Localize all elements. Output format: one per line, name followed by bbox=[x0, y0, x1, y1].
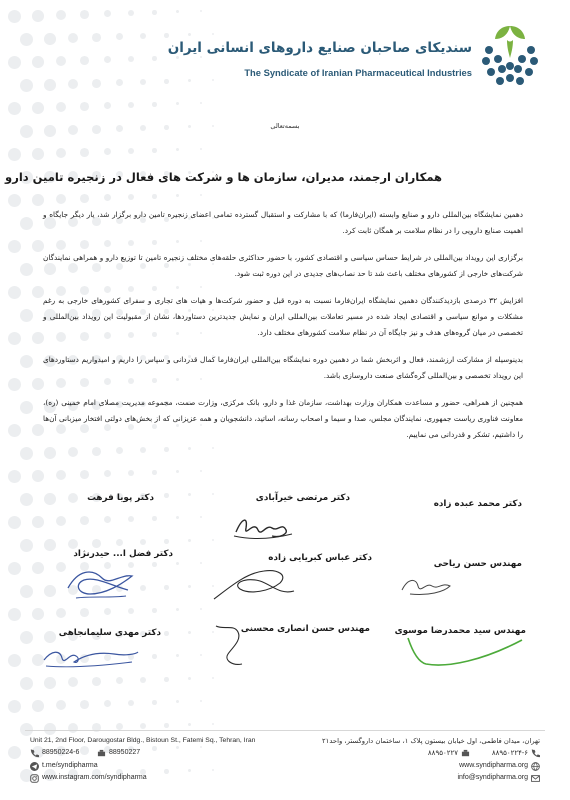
background-dot bbox=[164, 585, 169, 590]
background-dot bbox=[164, 769, 169, 774]
background-dot bbox=[152, 148, 157, 153]
background-dot bbox=[140, 33, 146, 39]
background-dot bbox=[20, 309, 33, 322]
signature-icon bbox=[62, 560, 140, 604]
background-dot bbox=[20, 79, 33, 92]
background-dot bbox=[8, 378, 21, 391]
background-dot bbox=[56, 700, 66, 710]
background-dot bbox=[44, 677, 56, 689]
background-dot bbox=[80, 194, 89, 203]
background-dot bbox=[56, 10, 66, 20]
background-dot bbox=[8, 608, 21, 621]
background-dot bbox=[176, 746, 179, 749]
background-dot bbox=[68, 33, 78, 43]
background-dot bbox=[44, 79, 56, 91]
signature-icon bbox=[40, 640, 140, 674]
background-dot bbox=[152, 102, 157, 107]
background-dot bbox=[104, 700, 111, 707]
background-dot bbox=[200, 194, 202, 196]
background-dot bbox=[44, 723, 56, 735]
background-dot bbox=[212, 677, 214, 679]
background-dot bbox=[44, 539, 56, 551]
background-dot bbox=[152, 654, 157, 659]
background-dot bbox=[176, 608, 179, 611]
background-dot bbox=[20, 585, 33, 598]
background-dot bbox=[152, 562, 157, 567]
background-dot bbox=[188, 677, 191, 680]
background-dot bbox=[56, 470, 66, 480]
background-dot bbox=[32, 378, 44, 390]
background-dot bbox=[200, 562, 202, 564]
background-dot bbox=[152, 746, 157, 751]
background-dot bbox=[32, 516, 44, 528]
background-dot bbox=[56, 194, 66, 204]
fax-icon bbox=[461, 749, 470, 758]
signatory-name: دکتر محمد عبده زاده bbox=[433, 499, 522, 509]
footer-address-persian: تهران، میدان فاطمی، اول خیابان بیستون پلاک ۱، ساختمان داروگستر، واحد۲۱ bbox=[322, 737, 540, 745]
background-dot bbox=[128, 194, 134, 200]
background-dot bbox=[104, 470, 111, 477]
background-dot bbox=[188, 539, 191, 542]
background-dot bbox=[20, 355, 33, 368]
footer-phone: 88950224-6 bbox=[42, 749, 80, 756]
background-dot bbox=[116, 33, 123, 40]
background-dot bbox=[140, 585, 146, 591]
background-dot bbox=[8, 148, 21, 161]
fax-icon bbox=[97, 749, 106, 758]
background-dot bbox=[176, 194, 179, 197]
signature-icon bbox=[404, 630, 528, 670]
background-dot bbox=[80, 102, 89, 111]
footer-fax: 88950227 bbox=[109, 749, 141, 756]
background-dot bbox=[200, 148, 202, 150]
background-dot bbox=[68, 493, 78, 503]
background-dot bbox=[92, 677, 101, 686]
background-dot bbox=[8, 102, 21, 115]
background-dot bbox=[188, 79, 191, 82]
background-dot bbox=[152, 700, 157, 705]
signatory-name: مهندس سید محمدرضا موسوی bbox=[394, 626, 526, 636]
background-dot bbox=[164, 631, 169, 636]
footer-instagram-link[interactable]: www.instagram.com/syndipharma bbox=[42, 774, 147, 781]
background-dot bbox=[32, 148, 44, 160]
background-dot bbox=[8, 562, 21, 575]
background-dot bbox=[20, 493, 33, 506]
background-dot bbox=[188, 33, 191, 36]
background-dot bbox=[128, 470, 134, 476]
footer-phone-persian: ۸۸۹۵۰۲۲۴-۶ bbox=[491, 750, 528, 757]
background-dot bbox=[92, 33, 101, 42]
paragraph: دهمین نمایشگاه بین‌المللی دارو و صنایع وابسته (ایران‌فارما) که با مشارکت و استقبال گسترده تمامی اعضای زنجیره تامین دارو برگزار شد، یار دیگر جایگاه و اهمیت صنایع دارویی را در نظام سلامت بر همگان ثابت کرد. bbox=[43, 210, 523, 235]
background-dot bbox=[8, 240, 21, 253]
background-dot bbox=[200, 56, 202, 58]
background-dot bbox=[212, 723, 214, 725]
background-dot bbox=[32, 56, 44, 68]
phone-icon bbox=[531, 749, 540, 758]
background-dot bbox=[8, 10, 21, 23]
background-dot bbox=[176, 10, 179, 13]
background-dot bbox=[212, 493, 214, 495]
background-dot bbox=[128, 516, 134, 522]
paragraph: برگزاری این رویداد بین‌المللی در شرایط حساس سیاسی و اقتصادی کشور، با حضور حداکثری حلقه‌های مختلف زنجیره تامین تا توزیع دارو و همراهی نمایندگان شرکت‌های خارجی از کشورهای مختلف باعث شد تا حد نصاب‌های جدیدی در این دوره ثبت شود. bbox=[43, 253, 523, 278]
background-dot bbox=[80, 700, 89, 709]
background-dot bbox=[80, 746, 89, 755]
background-dot bbox=[212, 79, 214, 81]
background-dot bbox=[128, 56, 134, 62]
signatory-name: دکتر مرتضی خیرآبادی bbox=[255, 493, 350, 503]
background-dot bbox=[104, 10, 111, 17]
background-dot bbox=[8, 332, 21, 345]
background-dot bbox=[164, 539, 169, 544]
background-dot bbox=[176, 516, 179, 519]
background-dot bbox=[92, 79, 101, 88]
paragraph: بدینوسیله از مشارکت ارزشمند، فعال و اثربخش شما در دهمین دوره نمایشگاه بین‌المللی ایران‌فارما کمال قدردانی و سپاس را داریم و امیدواریم دستاوردهای این رویداد تخصصی و بین‌المللی گره‌گشای صنعت داروسازی باشد. bbox=[43, 355, 523, 380]
footer-fax-persian: ۸۸۹۵۰۲۲۷ bbox=[427, 750, 458, 757]
background-dot bbox=[56, 608, 66, 618]
background-dot bbox=[140, 79, 146, 85]
background-dot bbox=[8, 746, 21, 759]
background-dot bbox=[20, 263, 33, 276]
background-dot bbox=[32, 608, 44, 620]
background-dot bbox=[176, 562, 179, 565]
syndicate-logo-icon bbox=[480, 22, 540, 88]
bismillah: بسمه‌تعالی bbox=[270, 122, 300, 130]
background-dot bbox=[56, 148, 66, 158]
background-dot bbox=[68, 677, 78, 687]
background-dot bbox=[116, 677, 123, 684]
globe-icon bbox=[531, 762, 540, 771]
background-dot bbox=[152, 516, 157, 521]
paragraph: همچنین از همراهی، حضور و مساعدت همکاران وزارت بهداشت، سازمان غذا و دارو، بانک مرکزی، وزارت صمت، مجموعه مدیریت مصلای امام خمینی (ره)، معاونت فناوری ریاست جمهوری، نمایندگان مجلس، صدا و سیما و اصحاب رسانه، اساتید، دانشجویان و همه عزیزانی که از بخش‌های دولتی افتخار میزبانی آن‌ها را داشتیم، تشکر و قدردانی می نماییم. bbox=[43, 398, 523, 439]
background-dot bbox=[32, 424, 44, 436]
background-dot bbox=[32, 102, 44, 114]
background-dot bbox=[176, 470, 179, 473]
org-name-english: The Syndicate of Iranian Pharmaceutical Industries bbox=[244, 67, 472, 78]
background-dot bbox=[140, 723, 146, 729]
background-dot bbox=[176, 700, 179, 703]
background-dot bbox=[152, 56, 157, 61]
signatory-name: مهندس حسن ریاحی bbox=[433, 559, 522, 569]
background-dot bbox=[212, 33, 214, 35]
signatory-name: دکتر مهدی سلیمانجاهی bbox=[58, 628, 161, 638]
background-dot bbox=[20, 33, 33, 46]
background-dot bbox=[188, 585, 191, 588]
background-dot bbox=[80, 56, 89, 65]
footer-website-link[interactable]: www.syndipharma.org bbox=[459, 762, 528, 769]
background-dot bbox=[80, 10, 89, 19]
paragraph: افزایش ۳۲ درصدی بازدیدکنندگان دهمین نمایشگاه ایران‌فارما نسبت به دوره قبل و حضور شرکت‌ها و هیات های تجاری و سفرای کشورهای خارجی به رغم مشکلات و موانع سیاسی و اقتصادی ایجاد شده در مسیر تعاملات بین‌المللی ایران و نمایش جدیدترین دستاوردها، نشان از مقبولیت این رویداد بین‌المللی و تخصصی در میان گروه‌های هدف و نیز جایگاه آن در نظام سلامت کشورهای مختلف دارد. bbox=[43, 296, 523, 337]
signature-icon bbox=[210, 565, 300, 607]
telegram-icon bbox=[30, 762, 39, 771]
background-dot bbox=[56, 56, 66, 66]
background-dot bbox=[20, 447, 33, 460]
email-icon bbox=[531, 774, 540, 783]
background-dot bbox=[176, 654, 179, 657]
background-dot bbox=[32, 194, 44, 206]
background-dot bbox=[140, 677, 146, 683]
background-dot bbox=[212, 539, 214, 541]
footer-telegram-link[interactable]: t.me/syndipharma bbox=[42, 762, 98, 769]
background-dot bbox=[8, 516, 21, 529]
background-dot bbox=[104, 102, 111, 109]
background-dot bbox=[80, 470, 89, 479]
background-dot bbox=[80, 608, 89, 617]
background-dot bbox=[188, 723, 191, 726]
background-dot bbox=[128, 608, 134, 614]
background-dot bbox=[56, 102, 66, 112]
background-dot bbox=[200, 10, 202, 12]
background-dot bbox=[176, 148, 179, 151]
background-dot bbox=[164, 677, 169, 682]
background-dot bbox=[164, 493, 169, 498]
background-dot bbox=[164, 79, 169, 84]
background-dot bbox=[116, 539, 123, 546]
background-dot bbox=[32, 700, 44, 712]
background-dot bbox=[104, 148, 111, 155]
signatory-name: مهندس حسن انصاری محسنی bbox=[240, 624, 370, 634]
background-dot bbox=[8, 700, 21, 713]
background-dot bbox=[44, 585, 56, 597]
background-dot bbox=[152, 194, 157, 199]
background-dot bbox=[92, 539, 101, 548]
background-dot bbox=[68, 539, 78, 549]
signature-icon bbox=[228, 510, 298, 544]
background-dot bbox=[80, 148, 89, 157]
background-dot bbox=[104, 194, 111, 201]
background-dot bbox=[152, 608, 157, 613]
background-dot bbox=[164, 33, 169, 38]
background-dot bbox=[20, 217, 33, 230]
background-dot bbox=[32, 240, 44, 252]
letter-title: همکاران ارجمند، مدیران، سازمان ها و شرکت های فعال در زنجیره تامین دارو bbox=[5, 170, 442, 184]
background-dot bbox=[164, 723, 169, 728]
background-dot bbox=[8, 56, 21, 69]
phone-icon bbox=[30, 749, 39, 758]
background-dot bbox=[200, 608, 202, 610]
background-dot bbox=[188, 493, 191, 496]
background-dot bbox=[188, 631, 191, 634]
background-dot bbox=[8, 470, 21, 483]
background-dot bbox=[200, 654, 202, 656]
signatory-name: دکتر فضل ا... حیدرنژاد bbox=[73, 549, 173, 559]
letter-body bbox=[43, 207, 523, 454]
background-dot bbox=[128, 700, 134, 706]
background-dot bbox=[68, 723, 78, 733]
background-dot bbox=[8, 424, 21, 437]
background-dot bbox=[128, 102, 134, 108]
org-name-persian: سندیکای صاحبان صنایع داروهای انسانی ایران bbox=[167, 40, 472, 56]
background-dot bbox=[152, 10, 157, 15]
background-dot bbox=[44, 33, 56, 45]
background-dot bbox=[140, 539, 146, 545]
footer-divider bbox=[25, 730, 545, 731]
background-dot bbox=[32, 470, 44, 482]
background-dot bbox=[200, 516, 202, 518]
signatory-name: دکتر عباس کبریایی زاده bbox=[268, 553, 372, 563]
background-dot bbox=[104, 608, 111, 615]
background-dot bbox=[200, 470, 202, 472]
background-dot bbox=[128, 148, 134, 154]
background-dot bbox=[32, 562, 44, 574]
footer-email-link[interactable]: info@syndipharma.org bbox=[457, 774, 528, 781]
background-dot bbox=[200, 102, 202, 104]
background-dot bbox=[32, 286, 44, 298]
background-dot bbox=[80, 516, 89, 525]
background-dot bbox=[20, 631, 33, 644]
background-dot bbox=[116, 79, 123, 86]
background-dot bbox=[32, 10, 44, 22]
background-dot bbox=[188, 769, 191, 772]
background-dot bbox=[20, 539, 33, 552]
background-dot bbox=[128, 10, 134, 16]
background-dot bbox=[8, 194, 21, 207]
background-dot bbox=[104, 516, 111, 523]
background-dot bbox=[152, 470, 157, 475]
signature-icon bbox=[210, 620, 250, 672]
signatory-name: دکتر پویا فرهت bbox=[87, 493, 154, 503]
background-dot bbox=[32, 332, 44, 344]
background-dot bbox=[8, 654, 21, 667]
footer-address-english: Unit 21, 2nd Floor, Darougostar Bldg., Bistoun St., Fatemi Sq., Tehran, Iran bbox=[30, 737, 256, 744]
background-dot bbox=[176, 102, 179, 105]
background-dot bbox=[8, 286, 21, 299]
signature-icon bbox=[398, 572, 456, 600]
background-dot bbox=[68, 79, 78, 89]
background-dot bbox=[200, 700, 202, 702]
background-dot bbox=[104, 56, 111, 63]
background-dot bbox=[44, 493, 56, 505]
background-dot bbox=[20, 677, 33, 690]
instagram-icon bbox=[30, 774, 39, 783]
background-dot bbox=[212, 769, 214, 771]
background-dot bbox=[56, 516, 66, 526]
background-dot bbox=[200, 746, 202, 748]
background-dot bbox=[20, 401, 33, 414]
background-dot bbox=[176, 56, 179, 59]
